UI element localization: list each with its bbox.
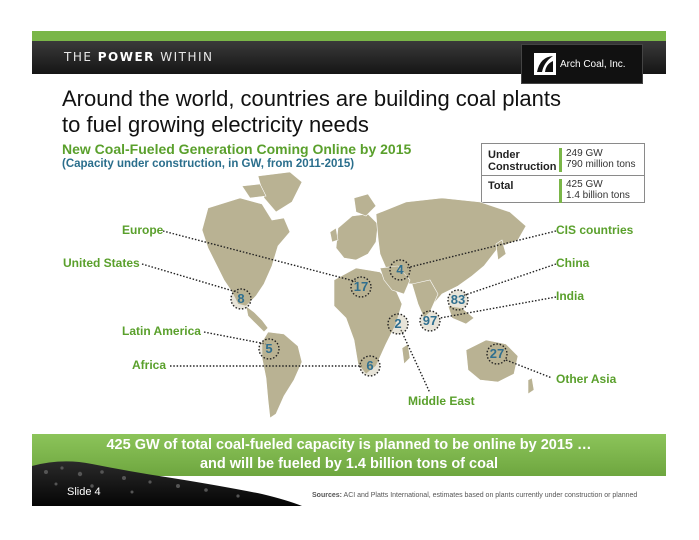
summary-label: Under Construction bbox=[488, 149, 557, 173]
tagline: THE POWER WITHIN bbox=[64, 50, 214, 64]
banner-line-2: and will be fueled by 1.4 billion tons of coal bbox=[199, 456, 499, 472]
callout-line-middle-east bbox=[401, 330, 430, 393]
region-label-europe: Europe bbox=[122, 223, 164, 237]
slide-number: Slide 4 bbox=[67, 486, 101, 498]
marker-value-latin-america: 5 bbox=[265, 341, 273, 356]
marker-value-other-asia: 27 bbox=[489, 346, 505, 361]
callout-line-china bbox=[462, 264, 556, 296]
region-label-cis: CIS countries bbox=[556, 223, 634, 237]
title-line-2: to fuel growing electricity needs bbox=[62, 112, 369, 137]
marker-value-china: 83 bbox=[450, 292, 466, 307]
marker-value-united-states: 8 bbox=[237, 291, 245, 306]
chart-subtitle: New Coal-Fueled Generation Coming Online by 2015 bbox=[62, 141, 412, 157]
chart-subtitle-note: (Capacity under construction, in GW, from 2011-2015) bbox=[62, 158, 355, 170]
summary-value: 425 GW 1.4 billion tons bbox=[566, 179, 630, 201]
callout-line-europe bbox=[163, 231, 358, 282]
summary-value: 249 GW 790 million tons bbox=[566, 148, 636, 170]
marker-value-africa: 6 bbox=[366, 358, 374, 373]
region-label-latin-america: Latin America bbox=[122, 324, 201, 338]
logo-text: Arch Coal, Inc. bbox=[560, 58, 626, 70]
region-label-africa: Africa bbox=[132, 358, 167, 372]
summary-label: Total bbox=[488, 180, 514, 192]
region-label-other-asia: Other Asia bbox=[556, 372, 617, 386]
sources-footnote: Sources: ACI and Platts International, estimates based on plants currently under construction or planned bbox=[312, 492, 638, 499]
region-label-china: China bbox=[556, 256, 590, 270]
callout-line-united-states bbox=[142, 264, 240, 293]
marker-value-india: 97 bbox=[422, 313, 438, 328]
banner-line-1: 425 GW of total coal-fueled capacity is planned to be online by 2015 … bbox=[106, 437, 592, 453]
banner-text bbox=[32, 436, 666, 474]
marker-value-cis: 4 bbox=[396, 262, 404, 277]
title-line-1: Around the world, countries are building coal plants bbox=[62, 86, 561, 111]
region-label-india: India bbox=[556, 289, 585, 303]
callout-line-cis bbox=[406, 231, 556, 268]
region-label-middle-east: Middle East bbox=[408, 394, 475, 408]
callout-line-other-asia bbox=[506, 360, 552, 378]
marker-value-europe: 17 bbox=[353, 279, 369, 294]
marker-value-middle-east: 2 bbox=[394, 316, 402, 331]
region-label-united-states: United States bbox=[63, 256, 140, 270]
